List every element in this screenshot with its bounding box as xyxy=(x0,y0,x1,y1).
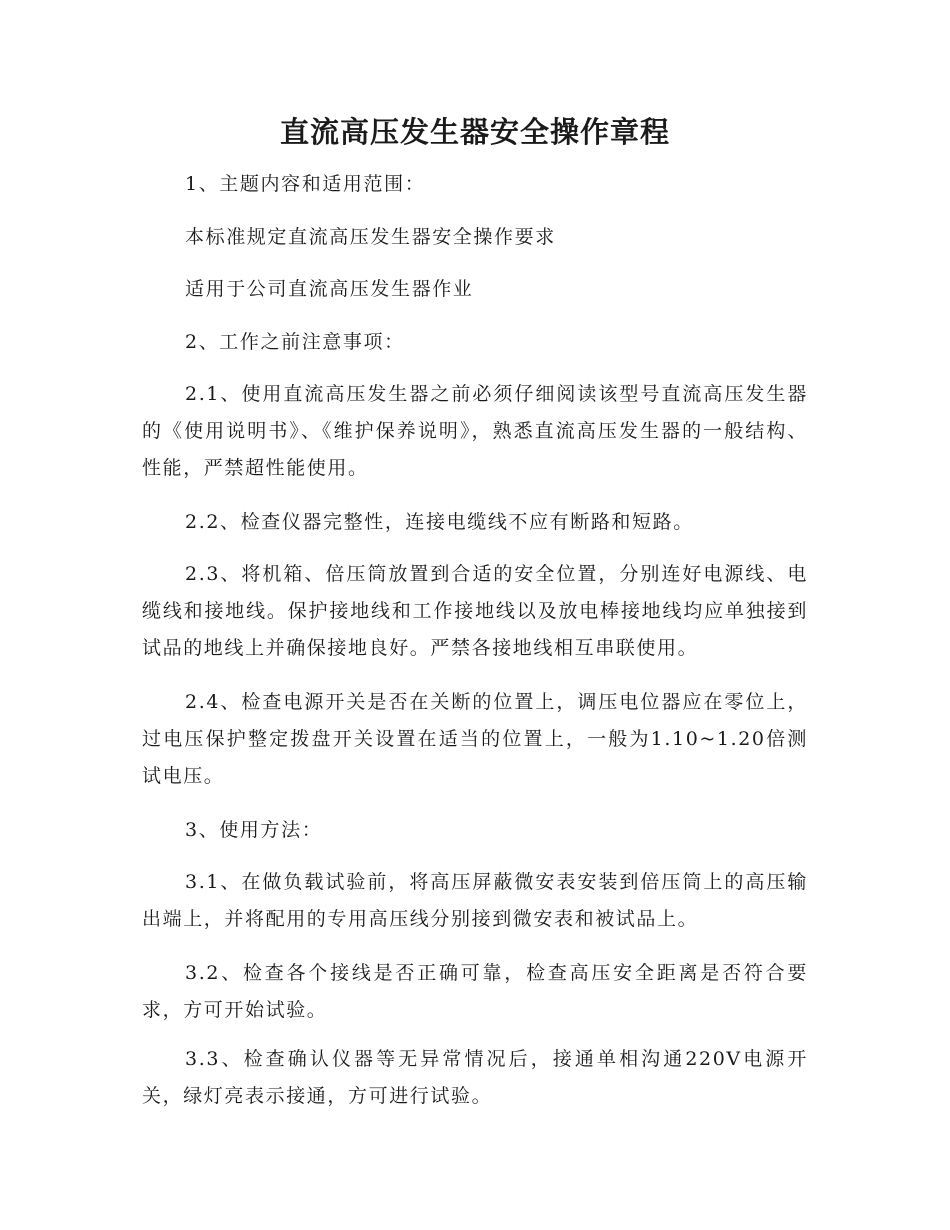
section-heading-usage: 3、使用方法： xyxy=(185,819,323,841)
paragraph-2-3: 2.3、将机箱、倍压筒放置到合适的安全位置，分别连好电源线、电缆线和接地线。保护接地线和工作接地线以及放电棒接地线均应单独接到试品的地线上并确保接地良好。严禁各接地线相互串联使用。 xyxy=(142,563,808,659)
paragraph-2-2: 2.2、检查仪器完整性，连接电缆线不应有断路和短路。 xyxy=(185,511,694,533)
paragraph-3-3: 3.3、检查确认仪器等无异常情况后，接通单相沟通220V电源开关，绿灯亮表示接通，方可进行试验。 xyxy=(142,1048,808,1107)
paragraph-3-1: 3.1、在做负载试验前，将高压屏蔽微安表安装到倍压筒上的高压输出端上，并将配用的专用高压线分别接到微安表和被试品上。 xyxy=(142,871,808,930)
paragraph-2-1: 2.1、使用直流高压发生器之前必须仔细阅读该型号直流高压发生器的《使用说明书》、《维护保养说明》，熟悉直流高压发生器的一般结构、性能，严禁超性能使用。 xyxy=(142,383,808,479)
paragraph-3-2: 3.2、检查各个接线是否正确可靠，检查高压安全距离是否符合要求，方可开始试验。 xyxy=(142,962,808,1021)
section-heading-scope: 1、主题内容和适用范围： xyxy=(185,173,426,195)
document-title: 直流高压发生器安全操作章程 xyxy=(279,115,670,149)
paragraph-standard-scope: 本标准规定直流高压发生器安全操作要求 xyxy=(185,226,556,248)
paragraph-2-4: 2.4、检查电源开关是否在关断的位置上，调压电位器应在零位上，过电压保护整定拨盘开关设置在适当的位置上，一般为1.10~1.20倍测试电压。 xyxy=(142,691,808,787)
section-heading-precautions: 2、工作之前注意事项： xyxy=(185,331,405,353)
paragraph-applicability: 适用于公司直流高压发生器作业 xyxy=(185,278,474,300)
